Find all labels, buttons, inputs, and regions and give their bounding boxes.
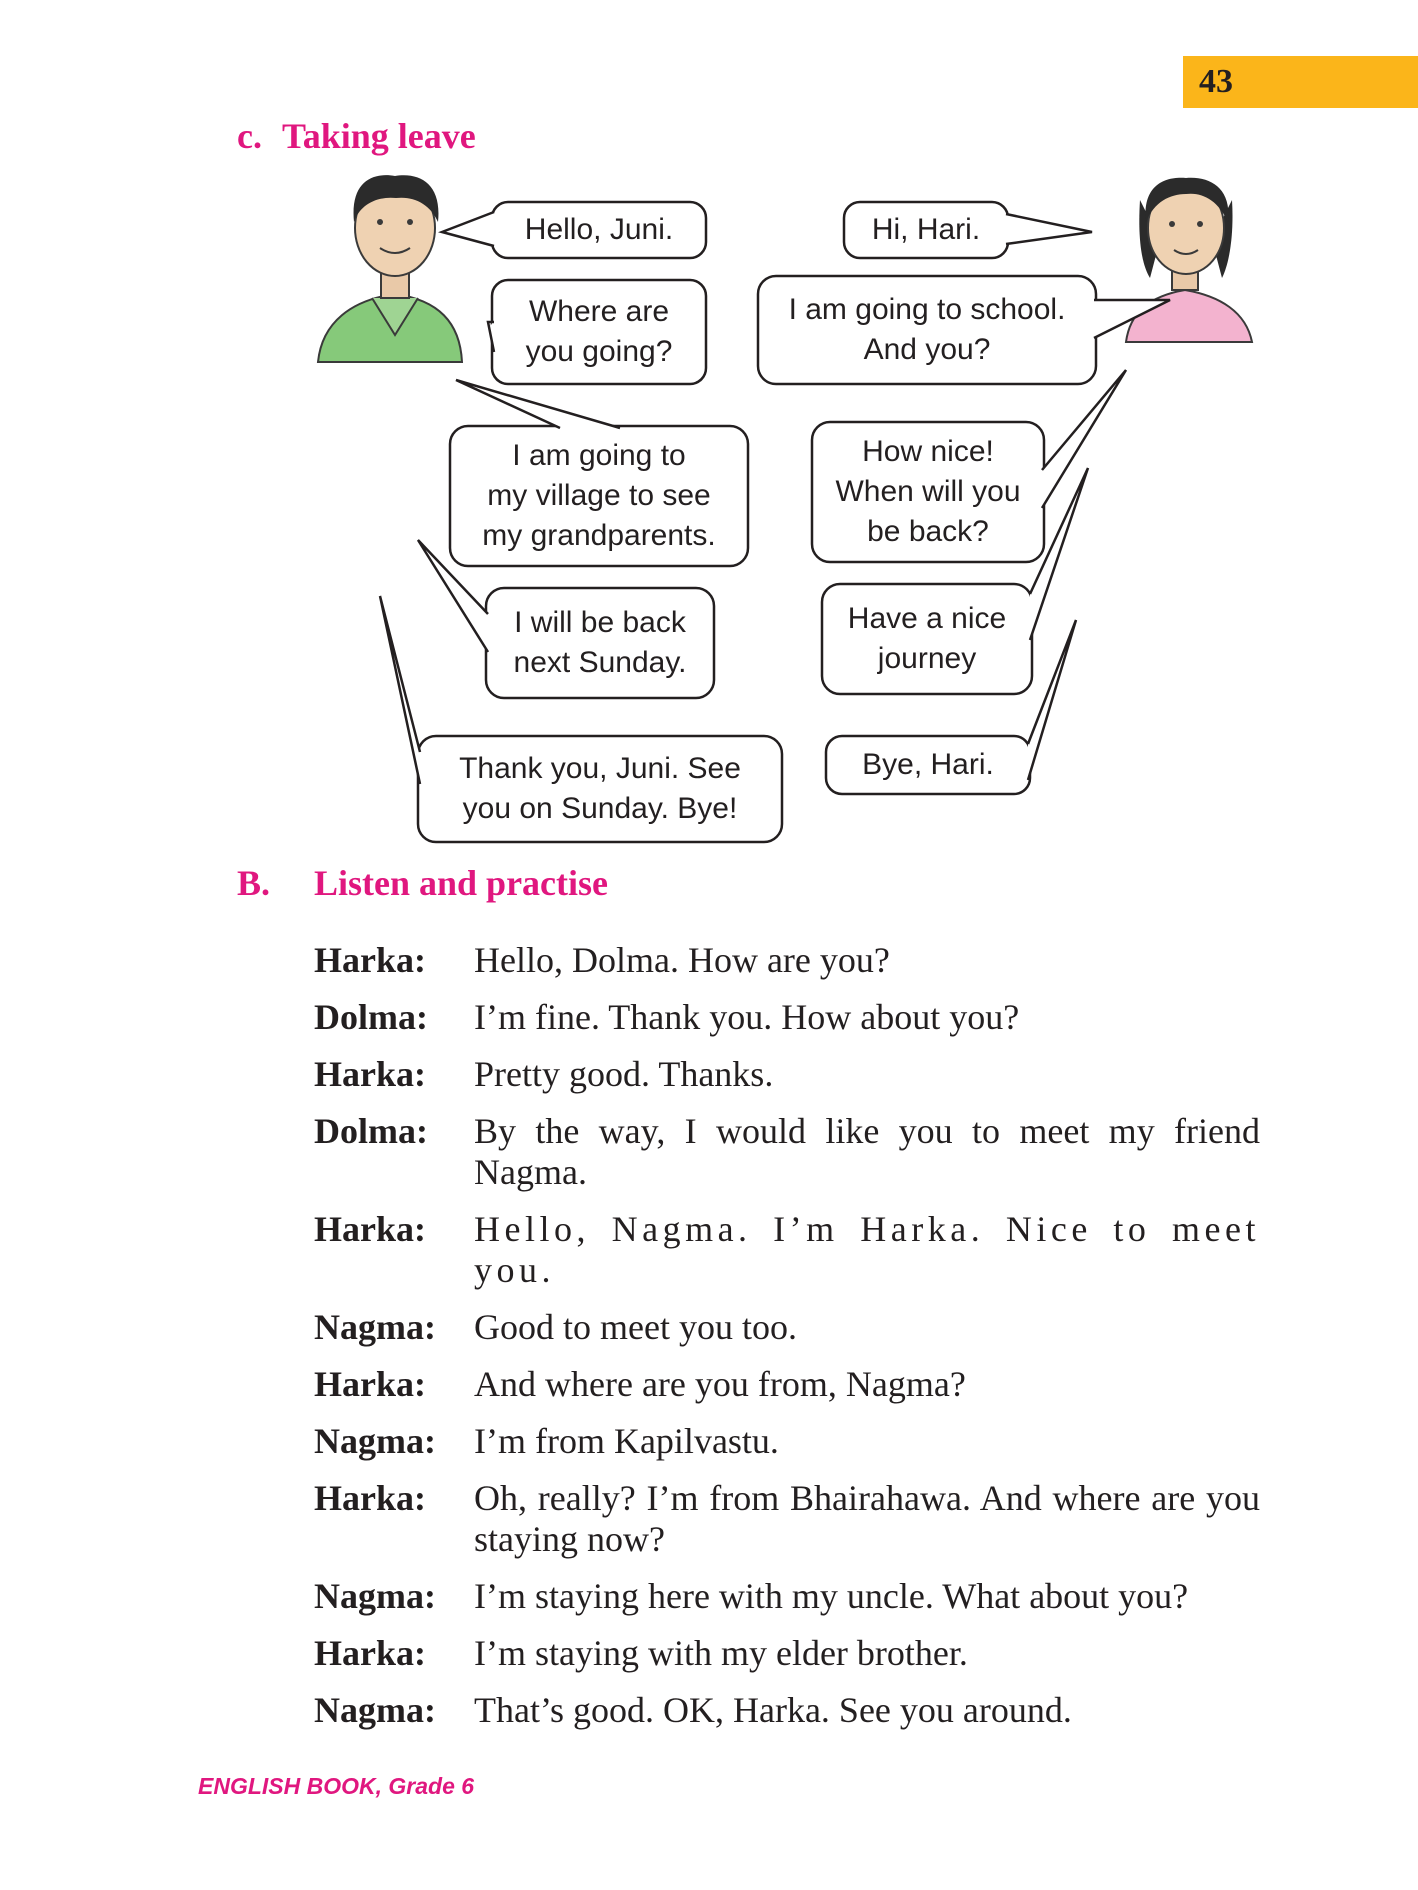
bubble-juni-3 xyxy=(812,422,1044,562)
dialogue-line: Hello, Nagma. I’m Harka. Nice to meet you. xyxy=(474,1209,1260,1290)
dialogue-row xyxy=(314,1209,1260,1291)
dialogue-row xyxy=(314,997,1260,1038)
bubble-line: And you? xyxy=(863,333,991,366)
bubble-line: I am going to school. xyxy=(788,293,1066,326)
bubble-line: I am going to xyxy=(512,439,686,472)
speaker-name: Harka: xyxy=(314,1209,426,1249)
girl-juni-illustration xyxy=(1126,178,1252,342)
speaker-name: Harka: xyxy=(314,940,426,980)
speaker-name: Harka: xyxy=(314,1478,426,1518)
bubble-hari-4 xyxy=(486,588,714,698)
dialogue-row xyxy=(314,1364,1260,1405)
dialogue-line: Oh, really? I’m from Bhairahawa. And where are you staying now? xyxy=(474,1478,1260,1559)
speaker-name: Dolma: xyxy=(314,997,428,1037)
footer-book-title: ENGLISH BOOK, Grade 6 xyxy=(198,1773,475,1799)
page-number: 43 xyxy=(1199,63,1233,100)
bubble-line: I will be back xyxy=(514,606,686,639)
speaker-name: Nagma: xyxy=(314,1421,436,1461)
speaker-name: Nagma: xyxy=(314,1307,436,1347)
section-c-label: c. xyxy=(237,116,262,156)
bubble-juni-3-tail xyxy=(1042,370,1126,508)
bubble-line: Where are xyxy=(528,295,670,328)
dialogue-line: By the way, I would like you to meet my friend Nagma. xyxy=(474,1111,1260,1192)
dialogue-row xyxy=(314,1690,1260,1731)
bubble-hari-5 xyxy=(418,736,782,842)
section-b-heading xyxy=(237,862,608,904)
bubble-juni-4 xyxy=(822,584,1032,694)
dialogue-row xyxy=(314,1576,1260,1617)
speaker-name: Harka: xyxy=(314,1054,426,1094)
bubble-hari-1 xyxy=(492,202,706,258)
bubble-line: next Sunday. xyxy=(513,646,687,679)
bubble-line: you going? xyxy=(525,335,673,368)
boy-hari-illustration xyxy=(318,175,462,362)
bubble-line: Hello, Juni. xyxy=(524,213,674,246)
bubble-hari-3-tail xyxy=(456,380,620,428)
section-b-label: B. xyxy=(237,863,271,903)
dialogue-row xyxy=(314,1054,1260,1095)
bubble-line: Thank you, Juni. See xyxy=(459,752,741,785)
dialogue-line: I’m staying here with my uncle. What about you? xyxy=(474,1576,1189,1616)
dialogue-line: Hello, Dolma. How are you? xyxy=(474,940,890,980)
section-c-title: Taking leave xyxy=(282,116,476,156)
speaker-name: Dolma: xyxy=(314,1111,428,1151)
speaker-name: Nagma: xyxy=(314,1690,436,1730)
dialogue-row xyxy=(314,1421,1260,1462)
bubble-line: When will you xyxy=(835,475,1021,508)
bubble-juni-2 xyxy=(758,276,1096,384)
dialogue-line: I’m fine. Thank you. How about you? xyxy=(474,997,1020,1037)
bubble-line: Have a nice xyxy=(847,602,1007,635)
bubble-line: be back? xyxy=(867,515,989,548)
bubble-juni-1 xyxy=(844,202,1008,258)
dialogue-row xyxy=(314,1478,1260,1560)
dialogue-line: Pretty good. Thanks. xyxy=(474,1054,774,1094)
speaker-name: Nagma: xyxy=(314,1576,436,1616)
dialogue-line: That’s good. OK, Harka. See you around. xyxy=(474,1690,1072,1730)
dialogue-line: I’m staying with my elder brother. xyxy=(474,1633,968,1673)
bubble-hari-3 xyxy=(450,426,748,566)
bubble-line: Hi, Hari. xyxy=(871,213,981,246)
bubble-juni-5-tail xyxy=(1028,620,1076,780)
dialogue-row xyxy=(314,940,1260,981)
bubble-hari-5-tail xyxy=(380,596,420,784)
speaker-name: Harka: xyxy=(314,1364,426,1404)
dialogue-line: Good to meet you too. xyxy=(474,1307,797,1347)
dialogue-line: And where are you from, Nagma? xyxy=(474,1364,966,1404)
bubble-hari-2 xyxy=(492,280,706,384)
dialogue-row xyxy=(314,1111,1260,1193)
bubble-line: journey xyxy=(877,642,977,675)
bubble-line: Bye, Hari. xyxy=(862,748,994,781)
dialogue xyxy=(314,940,1260,1731)
dialogue-row xyxy=(314,1307,1260,1348)
bubble-line: you on Sunday. Bye! xyxy=(462,792,738,825)
section-b-title: Listen and practise xyxy=(314,863,609,903)
bubble-juni-5 xyxy=(826,736,1030,794)
bubble-line: my village to see xyxy=(487,479,711,512)
bubble-line: How nice! xyxy=(862,435,994,468)
dialogue-row xyxy=(314,1633,1260,1674)
dialogue-line: I’m from Kapilvastu. xyxy=(474,1421,779,1461)
speaker-name: Harka: xyxy=(314,1633,426,1673)
bubble-line: my grandparents. xyxy=(482,519,716,552)
